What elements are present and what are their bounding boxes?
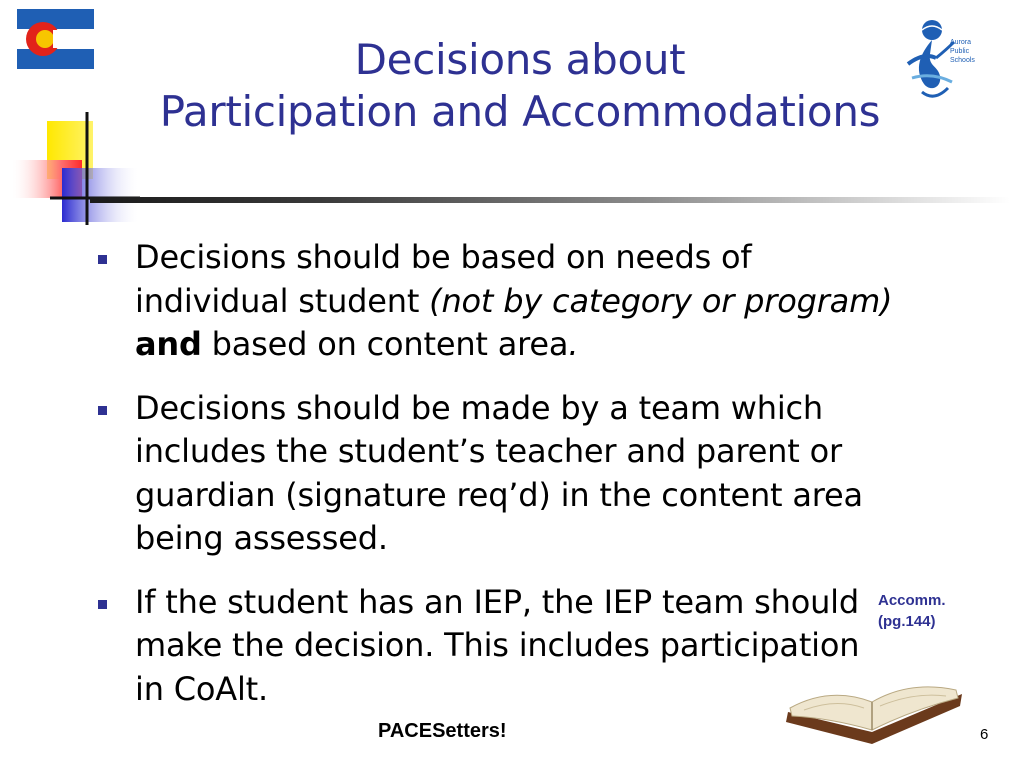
open-book-icon (780, 668, 970, 746)
title-divider (90, 197, 1010, 203)
title-line-1: Decisions about (354, 35, 686, 84)
square-bullet-icon (98, 600, 107, 609)
bullet-1-end: . (568, 325, 579, 363)
bullet-item-1 (98, 236, 898, 367)
bullet-item-3 (98, 581, 898, 712)
bullet-list (98, 236, 898, 731)
aurora-public-schools-logo-icon (902, 14, 980, 106)
logo-line-schools: Schools (950, 57, 975, 64)
square-bullet-icon (98, 406, 107, 415)
slide-title (100, 34, 940, 138)
bullet-3-text: If the student has an IEP, the IEP team should make the decision. This includes participation in CoAlt. (135, 582, 860, 708)
note-line-2: (pg.144) (878, 613, 936, 630)
page-number: 6 (980, 726, 989, 743)
title-line-2: Participation and Accommodations (159, 87, 881, 136)
note-line-1: Accomm. (878, 592, 946, 609)
logo-line-public: Public (950, 48, 970, 55)
bullet-1-text-c: based on content area (201, 325, 569, 363)
bullet-1-italic: (not by category or program) (429, 281, 893, 320)
square-bullet-icon (98, 255, 107, 264)
accommodation-reference-note (878, 590, 988, 632)
bullet-1-text-a: Decisions should be based on needs of individual student (135, 238, 752, 320)
bullet-2-text: Decisions should be made by a team which includes the student’s teacher and parent or guardian (signature req’d) in the content area being assessed. (135, 388, 863, 557)
bullet-item-2 (98, 387, 898, 561)
bullet-1-bold: and (135, 325, 202, 363)
footer-text: PACESetters! (378, 720, 507, 742)
logo-line-aurora: Aurora (950, 39, 972, 46)
